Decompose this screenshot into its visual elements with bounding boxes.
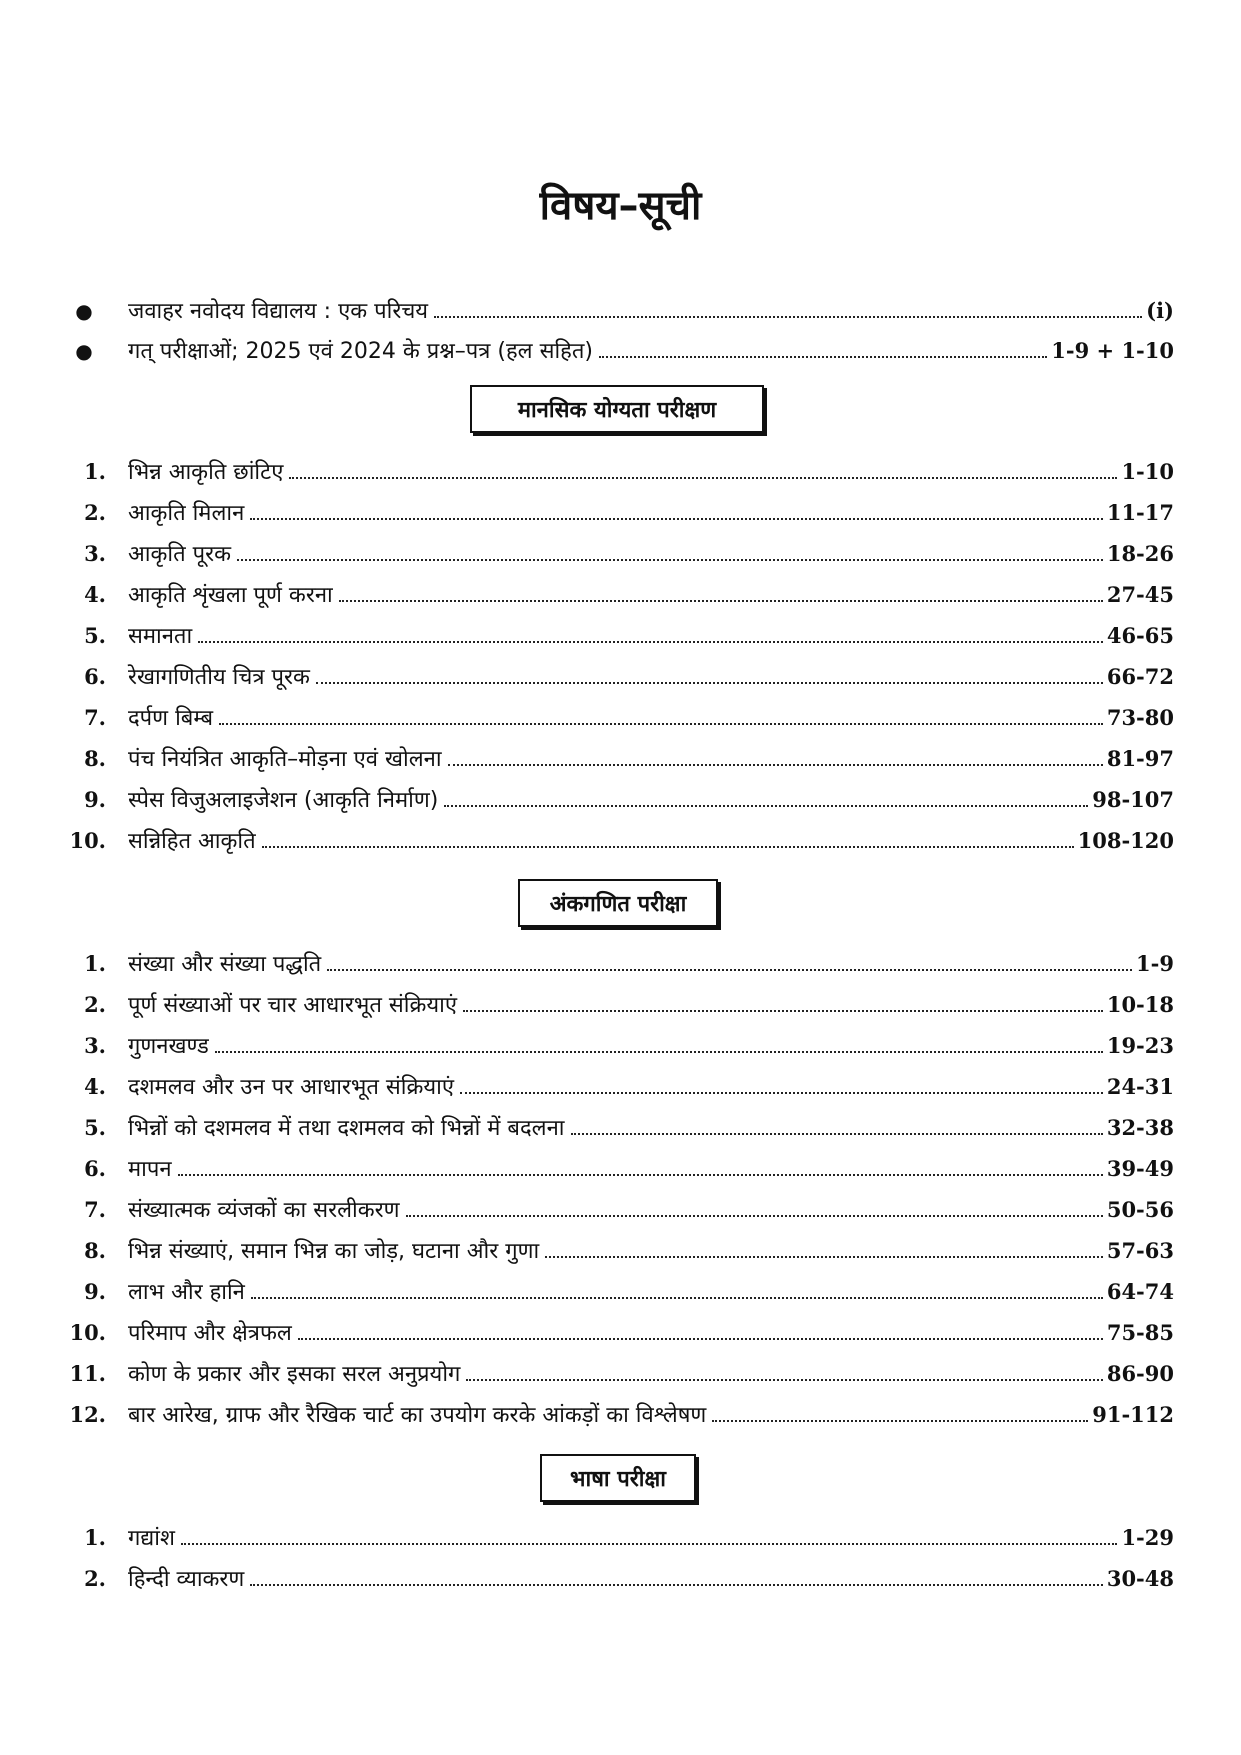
entry-number: 7.: [84, 705, 106, 730]
entry-label: जवाहर नवोदय विद्यालय : एक परिचय: [128, 299, 429, 324]
entry-page: 64-74: [1106, 1279, 1174, 1304]
entry-page: 32-38: [1106, 1115, 1174, 1140]
entry-page: 18-26: [1106, 541, 1174, 566]
toc-entry: [62, 1391, 1174, 1431]
dot-leader: [327, 969, 1132, 971]
entry-page: 1-29: [1121, 1525, 1174, 1550]
entry-label: गत् परीक्षाओं; 2025 एवं 2024 के प्रश्न–पत्र (हल सहित): [128, 339, 593, 364]
entry-label: गद्यांश: [128, 1526, 175, 1551]
entry-number: 6.: [84, 664, 106, 689]
entry-page: 108-120: [1077, 828, 1174, 853]
entry-label: परिमाप और क्षेत्रफल: [128, 1321, 292, 1346]
toc-entry: [62, 1514, 1174, 1554]
entry-number: 2.: [84, 500, 106, 525]
entry-number: 9.: [84, 1279, 106, 1304]
entry-page: 73-80: [1106, 705, 1174, 730]
entry-page: 50-56: [1106, 1197, 1174, 1222]
entry-label: बार आरेख, ग्राफ और रैखिक चार्ट का उपयोग करके आंकड़ों का विश्लेषण: [128, 1403, 707, 1428]
section-heading: मानसिक योग्यता परीक्षण: [470, 385, 764, 433]
entry-number: 5.: [84, 623, 106, 648]
toc-entry: [62, 448, 1174, 488]
dot-leader: [466, 1379, 1102, 1381]
bullet-icon: ●: [75, 299, 93, 323]
entry-number: 12.: [69, 1402, 106, 1427]
dot-leader: [298, 1338, 1103, 1340]
entry-page: 75-85: [1106, 1320, 1174, 1345]
entry-label: भिन्न संख्याएं, समान भिन्न का जोड़, घटाना और गुणा: [128, 1239, 540, 1264]
entry-label: दर्पण बिम्ब: [128, 706, 214, 731]
entry-page: 30-48: [1106, 1566, 1174, 1591]
bullet-icon: ●: [75, 339, 93, 363]
dot-leader: [545, 1256, 1103, 1258]
entry-number: 10.: [69, 828, 106, 853]
entry-page: 91-112: [1092, 1402, 1174, 1427]
entry-page: (i): [1146, 298, 1174, 323]
dot-leader: [178, 1174, 1103, 1176]
entry-page: 27-45: [1106, 582, 1174, 607]
entry-number: 2.: [84, 1566, 106, 1591]
entry-number: 4.: [84, 582, 106, 607]
section-heading: भाषा परीक्षा: [540, 1454, 696, 1502]
entry-label: आकृति शृंखला पूर्ण करना: [128, 583, 333, 608]
toc-entry: [62, 653, 1174, 693]
entry-label: संख्यात्मक व्यंजकों का सरलीकरण: [128, 1198, 400, 1223]
entry-page: 46-65: [1106, 623, 1174, 648]
entry-number: 11.: [69, 1361, 106, 1386]
toc-entry: [62, 1309, 1174, 1349]
toc-entry: [62, 735, 1174, 775]
entry-page: 1-9: [1136, 951, 1174, 976]
intro-item: [62, 287, 1174, 327]
entry-number: 3.: [84, 541, 106, 566]
entry-label: हिन्दी व्याकरण: [128, 1567, 245, 1592]
entry-label: भिन्नों को दशमलव में तथा दशमलव को भिन्नों में बदलना: [128, 1116, 565, 1141]
dot-leader: [339, 600, 1103, 602]
dot-leader: [448, 764, 1103, 766]
section-heading: अंकगणित परीक्षा: [518, 879, 718, 927]
entry-number: 1.: [84, 951, 106, 976]
toc-entry: [62, 1268, 1174, 1308]
dot-leader: [262, 846, 1074, 848]
entry-label: आकृति मिलान: [128, 501, 245, 526]
toc-entry: [62, 1186, 1174, 1226]
entry-number: 1.: [84, 459, 106, 484]
toc-entry: [62, 817, 1174, 857]
dot-leader: [571, 1133, 1103, 1135]
entry-page: 11-17: [1106, 500, 1174, 525]
intro-item: [62, 327, 1174, 367]
entry-number: 3.: [84, 1033, 106, 1058]
dot-leader: [250, 1584, 1102, 1586]
dot-leader: [237, 559, 1103, 561]
toc-entry: [62, 612, 1174, 652]
entry-label: गुणनखण्ड: [128, 1034, 209, 1059]
entry-number: 8.: [84, 1238, 106, 1263]
entry-page: 19-23: [1106, 1033, 1174, 1058]
toc-entry: [62, 1145, 1174, 1185]
toc-entry: [62, 1104, 1174, 1144]
toc-entry: [62, 1063, 1174, 1103]
entry-number: 10.: [69, 1320, 106, 1345]
toc-entry: [62, 776, 1174, 816]
entry-page: 1-9 + 1-10: [1051, 338, 1174, 363]
entry-number: 9.: [84, 787, 106, 812]
entry-number: 4.: [84, 1074, 106, 1099]
dot-leader: [219, 723, 1103, 725]
entry-page: 66-72: [1106, 664, 1174, 689]
entry-label: भिन्न आकृति छांटिए: [128, 460, 284, 485]
entry-page: 81-97: [1106, 746, 1174, 771]
entry-page: 39-49: [1106, 1156, 1174, 1181]
dot-leader: [463, 1010, 1103, 1012]
toc-entry: [62, 1022, 1174, 1062]
dot-leader: [181, 1543, 1118, 1545]
toc-entry: [62, 489, 1174, 529]
toc-entry: [62, 530, 1174, 570]
dot-leader: [712, 1420, 1088, 1422]
entry-page: 86-90: [1106, 1361, 1174, 1386]
entry-label: समानता: [128, 624, 193, 649]
toc-entry: [62, 1350, 1174, 1390]
entry-label: कोण के प्रकार और इसका सरल अनुप्रयोग: [128, 1362, 461, 1387]
entry-number: 1.: [84, 1525, 106, 1550]
toc-entry: [62, 981, 1174, 1021]
entry-page: 98-107: [1092, 787, 1174, 812]
toc-entry: [62, 1555, 1174, 1595]
dot-leader: [599, 356, 1047, 358]
entry-page: 24-31: [1106, 1074, 1174, 1099]
toc-entry: [62, 571, 1174, 611]
entry-label: आकृति पूरक: [128, 542, 232, 567]
dot-leader: [434, 316, 1142, 318]
page-title: विषय–सूची: [539, 183, 702, 229]
entry-number: 2.: [84, 992, 106, 1017]
entry-label: रेखागणितीय चित्र पूरक: [128, 665, 310, 690]
entry-page: 57-63: [1106, 1238, 1174, 1263]
entry-label: सन्निहित आकृति: [128, 829, 256, 854]
entry-number: 5.: [84, 1115, 106, 1140]
entry-label: लाभ और हानि: [128, 1280, 245, 1305]
entry-label: स्पेस विजुअलाइजेशन (आकृति निर्माण): [128, 788, 439, 813]
entry-page: 10-18: [1106, 992, 1174, 1017]
entry-label: पूर्ण संख्याओं पर चार आधारभूत संक्रियाएं: [128, 993, 458, 1018]
entry-label: मापन: [128, 1157, 172, 1182]
entry-number: 6.: [84, 1156, 106, 1181]
entry-label: संख्या और संख्या पद्धति: [128, 952, 322, 977]
entry-page: 1-10: [1121, 459, 1174, 484]
dot-leader: [215, 1051, 1103, 1053]
toc-entry: [62, 940, 1174, 980]
dot-leader: [316, 682, 1103, 684]
dot-leader: [460, 1092, 1103, 1094]
dot-leader: [250, 518, 1103, 520]
dot-leader: [198, 641, 1103, 643]
dot-leader: [251, 1297, 1103, 1299]
dot-leader: [406, 1215, 1103, 1217]
entry-number: 7.: [84, 1197, 106, 1222]
dot-leader: [444, 805, 1088, 807]
entry-number: 8.: [84, 746, 106, 771]
toc-entry: [62, 1227, 1174, 1267]
dot-leader: [289, 477, 1117, 479]
toc-entry: [62, 694, 1174, 734]
entry-label: दशमलव और उन पर आधारभूत संक्रियाएं: [128, 1075, 454, 1100]
entry-label: पंच नियंत्रित आकृति–मोड़ना एवं खोलना: [128, 747, 442, 772]
